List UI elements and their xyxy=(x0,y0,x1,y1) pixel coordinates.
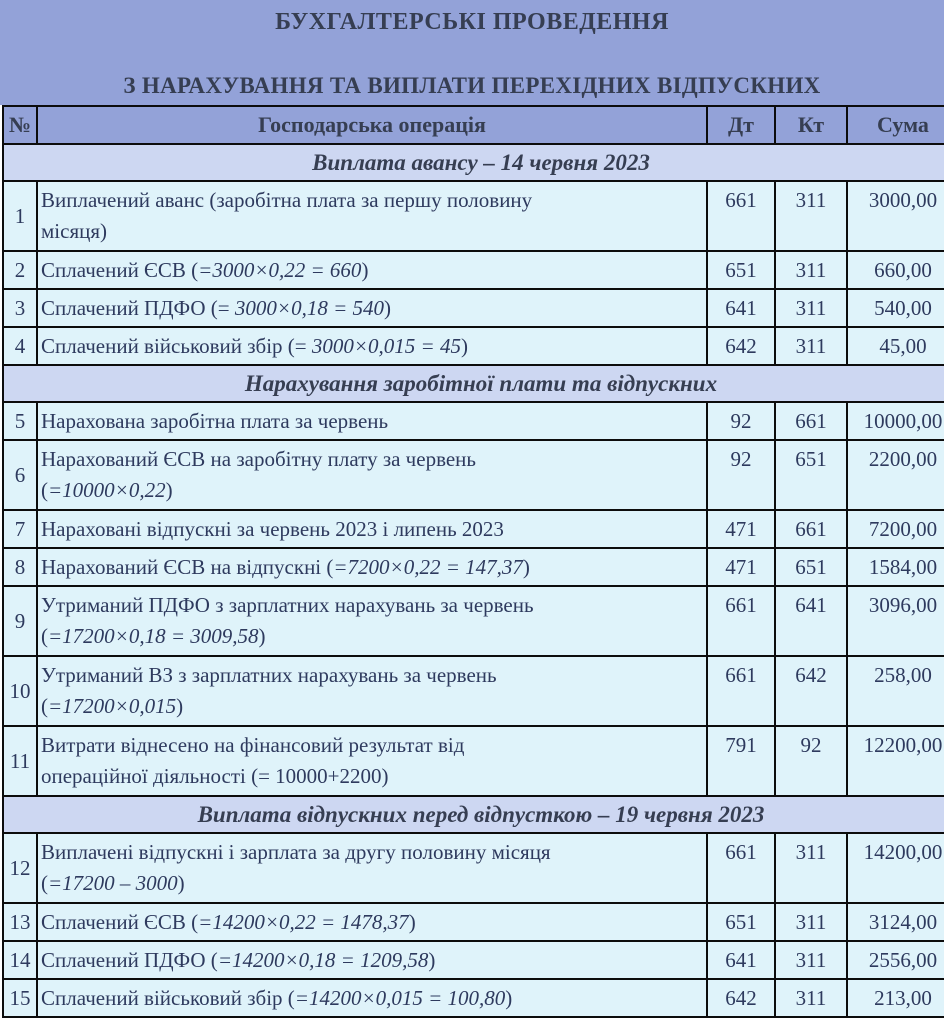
operation-cell xyxy=(37,402,707,440)
amount: 258,00 xyxy=(847,656,944,726)
operation-text: Утриманий ВЗ з зарплатних нарахувань за червень xyxy=(41,663,497,687)
operation-text: Виплачені відпускні і зарплата за другу половину місяця xyxy=(41,840,551,864)
operation-text: місяця) xyxy=(41,219,107,243)
operation-cell xyxy=(37,289,707,327)
amount: 3124,00 xyxy=(847,903,944,941)
row-number: 13 xyxy=(3,903,37,941)
operation-cell xyxy=(37,941,707,979)
debit-account: 791 xyxy=(707,726,775,796)
credit-account: 311 xyxy=(775,289,847,327)
row-number: 9 xyxy=(3,586,37,656)
section-heading: Виплата відпускних перед відпусткою – 19 червня 2023 xyxy=(3,796,944,833)
operation-line xyxy=(41,983,704,1014)
row-number: 5 xyxy=(3,402,37,440)
operation-text: операційної діяльності (= 10000+2200) xyxy=(41,764,389,788)
operation-text: ) xyxy=(258,624,266,648)
formula-text: =10000×0,22 xyxy=(48,478,166,502)
table-title xyxy=(0,0,944,105)
operation-line xyxy=(41,185,704,216)
row-number: 7 xyxy=(3,510,37,548)
credit-account: 641 xyxy=(775,586,847,656)
operation-line xyxy=(41,590,704,621)
operation-text: ) xyxy=(384,296,391,320)
operation-text: ( xyxy=(41,624,48,648)
amount: 213,00 xyxy=(847,979,944,1017)
operation-line xyxy=(41,621,704,652)
debit-account: 641 xyxy=(707,289,775,327)
debit-account: 641 xyxy=(707,941,775,979)
table-row xyxy=(3,586,944,656)
table-row xyxy=(3,402,944,440)
row-number: 2 xyxy=(3,251,37,289)
operation-line xyxy=(41,514,704,545)
operation-text: ) xyxy=(408,910,416,934)
amount: 1584,00 xyxy=(847,548,944,586)
amount: 12200,00 xyxy=(847,726,944,796)
operation-cell xyxy=(37,903,707,941)
amount: 660,00 xyxy=(847,251,944,289)
operation-text: Виплачений аванс (заробітна плата за першу половину xyxy=(41,188,533,212)
row-number: 14 xyxy=(3,941,37,979)
operation-text: ) xyxy=(177,871,185,895)
credit-account: 311 xyxy=(775,941,847,979)
col-header-num: № xyxy=(3,106,37,144)
amount: 3000,00 xyxy=(847,181,944,251)
table-row xyxy=(3,510,944,548)
operation-cell xyxy=(37,656,707,726)
operation-cell xyxy=(37,979,707,1017)
operation-line xyxy=(41,255,704,286)
operation-text: ( xyxy=(41,478,48,502)
operation-text: Сплачений військовий збір (= xyxy=(41,334,312,358)
credit-account: 642 xyxy=(775,656,847,726)
debit-account: 471 xyxy=(707,548,775,586)
operation-line xyxy=(41,331,704,362)
operation-text: Нараховані відпускні за червень 2023 і липень 2023 xyxy=(41,517,504,541)
operation-line xyxy=(41,660,704,691)
row-number: 4 xyxy=(3,327,37,365)
debit-account: 661 xyxy=(707,833,775,903)
title-line-1: БУХГАЛТЕРСЬКІ ПРОВЕДЕННЯ xyxy=(275,9,669,35)
operation-text: Нарахований ЄСВ на відпускні ( xyxy=(41,555,334,579)
debit-account: 642 xyxy=(707,979,775,1017)
table-row xyxy=(3,548,944,586)
row-number: 8 xyxy=(3,548,37,586)
title-line-2: З НАРАХУВАННЯ ТА ВИПЛАТИ ПЕРЕХІДНИХ ВІДПУСКНИХ xyxy=(123,73,821,98)
table-row xyxy=(3,181,944,251)
operation-cell xyxy=(37,251,707,289)
formula-text: =17200×0,18 = 3009,58 xyxy=(48,624,259,648)
operation-text: ( xyxy=(41,871,48,895)
formula-text: 3000×0,18 = 540 xyxy=(234,296,384,320)
operation-text: Сплачений ПДФО ( xyxy=(41,948,218,972)
debit-account: 661 xyxy=(707,656,775,726)
operation-text: ) xyxy=(165,478,173,502)
amount: 45,00 xyxy=(847,327,944,365)
formula-text: =14200×0,22 = 1478,37 xyxy=(198,910,409,934)
operation-line xyxy=(41,761,704,792)
table-row xyxy=(3,656,944,726)
amount: 7200,00 xyxy=(847,510,944,548)
operation-line xyxy=(41,907,704,938)
formula-text: 3000×0,015 = 45 xyxy=(311,334,461,358)
row-number: 11 xyxy=(3,726,37,796)
operation-line xyxy=(41,730,704,761)
table-row xyxy=(3,833,944,903)
credit-account: 311 xyxy=(775,181,847,251)
col-header-operation: Господарська операція xyxy=(37,106,707,144)
col-header-credit: Кт xyxy=(775,106,847,144)
col-header-debit: Дт xyxy=(707,106,775,144)
formula-text: =14200×0,18 = 1209,58 xyxy=(217,948,429,972)
operation-text: Нарахована заробітна плата за червень xyxy=(41,409,389,433)
operation-cell xyxy=(37,510,707,548)
row-number: 10 xyxy=(3,656,37,726)
operation-text: ) xyxy=(176,694,184,718)
row-number: 3 xyxy=(3,289,37,327)
debit-account: 92 xyxy=(707,440,775,510)
debit-account: 471 xyxy=(707,510,775,548)
section-heading: Нарахування заробітної плати та відпускних xyxy=(3,365,944,402)
table-row xyxy=(3,726,944,796)
table-row xyxy=(3,327,944,365)
formula-text: =14200×0,015 = 100,80 xyxy=(294,986,506,1010)
credit-account: 661 xyxy=(775,402,847,440)
section-heading: Виплата авансу – 14 червня 2023 xyxy=(3,144,944,181)
operation-text: ) xyxy=(428,948,436,972)
debit-account: 651 xyxy=(707,903,775,941)
operation-line xyxy=(41,691,704,722)
operation-text: Сплачений ПДФО (= xyxy=(41,296,235,320)
debit-account: 92 xyxy=(707,402,775,440)
operation-line xyxy=(41,216,704,247)
credit-account: 651 xyxy=(775,440,847,510)
table-row xyxy=(3,903,944,941)
credit-account: 661 xyxy=(775,510,847,548)
table-row xyxy=(3,289,944,327)
amount: 14200,00 xyxy=(847,833,944,903)
operation-text: Утриманий ПДФО з зарплатних нарахувань за червень xyxy=(41,593,534,617)
col-header-sum: Сума xyxy=(847,106,944,144)
table-row xyxy=(3,941,944,979)
operation-text: ) xyxy=(460,334,468,358)
operation-line xyxy=(41,293,704,324)
amount: 10000,00 xyxy=(847,402,944,440)
formula-text: =17200×0,015 xyxy=(48,694,177,718)
operation-cell xyxy=(37,726,707,796)
operation-line xyxy=(41,837,704,868)
formula-text: =3000×0,22 = 660 xyxy=(198,258,362,282)
operation-cell xyxy=(37,548,707,586)
credit-account: 311 xyxy=(775,833,847,903)
operation-cell xyxy=(37,833,707,903)
table-body xyxy=(3,144,944,1017)
credit-account: 92 xyxy=(775,726,847,796)
operation-text: Сплачений військовий збір ( xyxy=(41,986,295,1010)
debit-account: 642 xyxy=(707,327,775,365)
column-header-row xyxy=(3,106,944,144)
table-row xyxy=(3,251,944,289)
operation-text: Витрати віднесено на фінансовий результат від xyxy=(41,733,465,757)
credit-account: 311 xyxy=(775,251,847,289)
operation-cell xyxy=(37,181,707,251)
operation-cell xyxy=(37,327,707,365)
operation-text: Нарахований ЄСВ на заробітну плату за червень xyxy=(41,447,476,471)
section-heading-row xyxy=(3,144,944,181)
operation-line xyxy=(41,868,704,899)
operation-cell xyxy=(37,586,707,656)
credit-account: 311 xyxy=(775,903,847,941)
operation-line xyxy=(41,444,704,475)
operation-text: Сплачений ЄСВ ( xyxy=(41,910,199,934)
amount: 3096,00 xyxy=(847,586,944,656)
table-row xyxy=(3,440,944,510)
section-heading-row xyxy=(3,365,944,402)
operation-line xyxy=(41,945,704,976)
table-row xyxy=(3,979,944,1017)
operation-text: ( xyxy=(41,694,48,718)
operation-text: ) xyxy=(361,258,369,282)
amount: 2200,00 xyxy=(847,440,944,510)
operation-text: ) xyxy=(522,555,530,579)
operation-line xyxy=(41,475,704,506)
debit-account: 651 xyxy=(707,251,775,289)
row-number: 15 xyxy=(3,979,37,1017)
credit-account: 311 xyxy=(775,327,847,365)
accounting-entries-table xyxy=(2,105,944,1018)
section-heading-row xyxy=(3,796,944,833)
credit-account: 311 xyxy=(775,979,847,1017)
operation-line xyxy=(41,552,704,583)
amount: 540,00 xyxy=(847,289,944,327)
amount: 2556,00 xyxy=(847,941,944,979)
formula-text: =7200×0,22 = 147,37 xyxy=(333,555,523,579)
debit-account: 661 xyxy=(707,586,775,656)
row-number: 1 xyxy=(3,181,37,251)
operation-text: ) xyxy=(505,986,513,1010)
row-number: 6 xyxy=(3,440,37,510)
operation-cell xyxy=(37,440,707,510)
row-number: 12 xyxy=(3,833,37,903)
debit-account: 661 xyxy=(707,181,775,251)
credit-account: 651 xyxy=(775,548,847,586)
formula-text: =17200 – 3000 xyxy=(48,871,178,895)
operation-text: Сплачений ЄСВ ( xyxy=(41,258,199,282)
operation-line xyxy=(41,406,704,437)
